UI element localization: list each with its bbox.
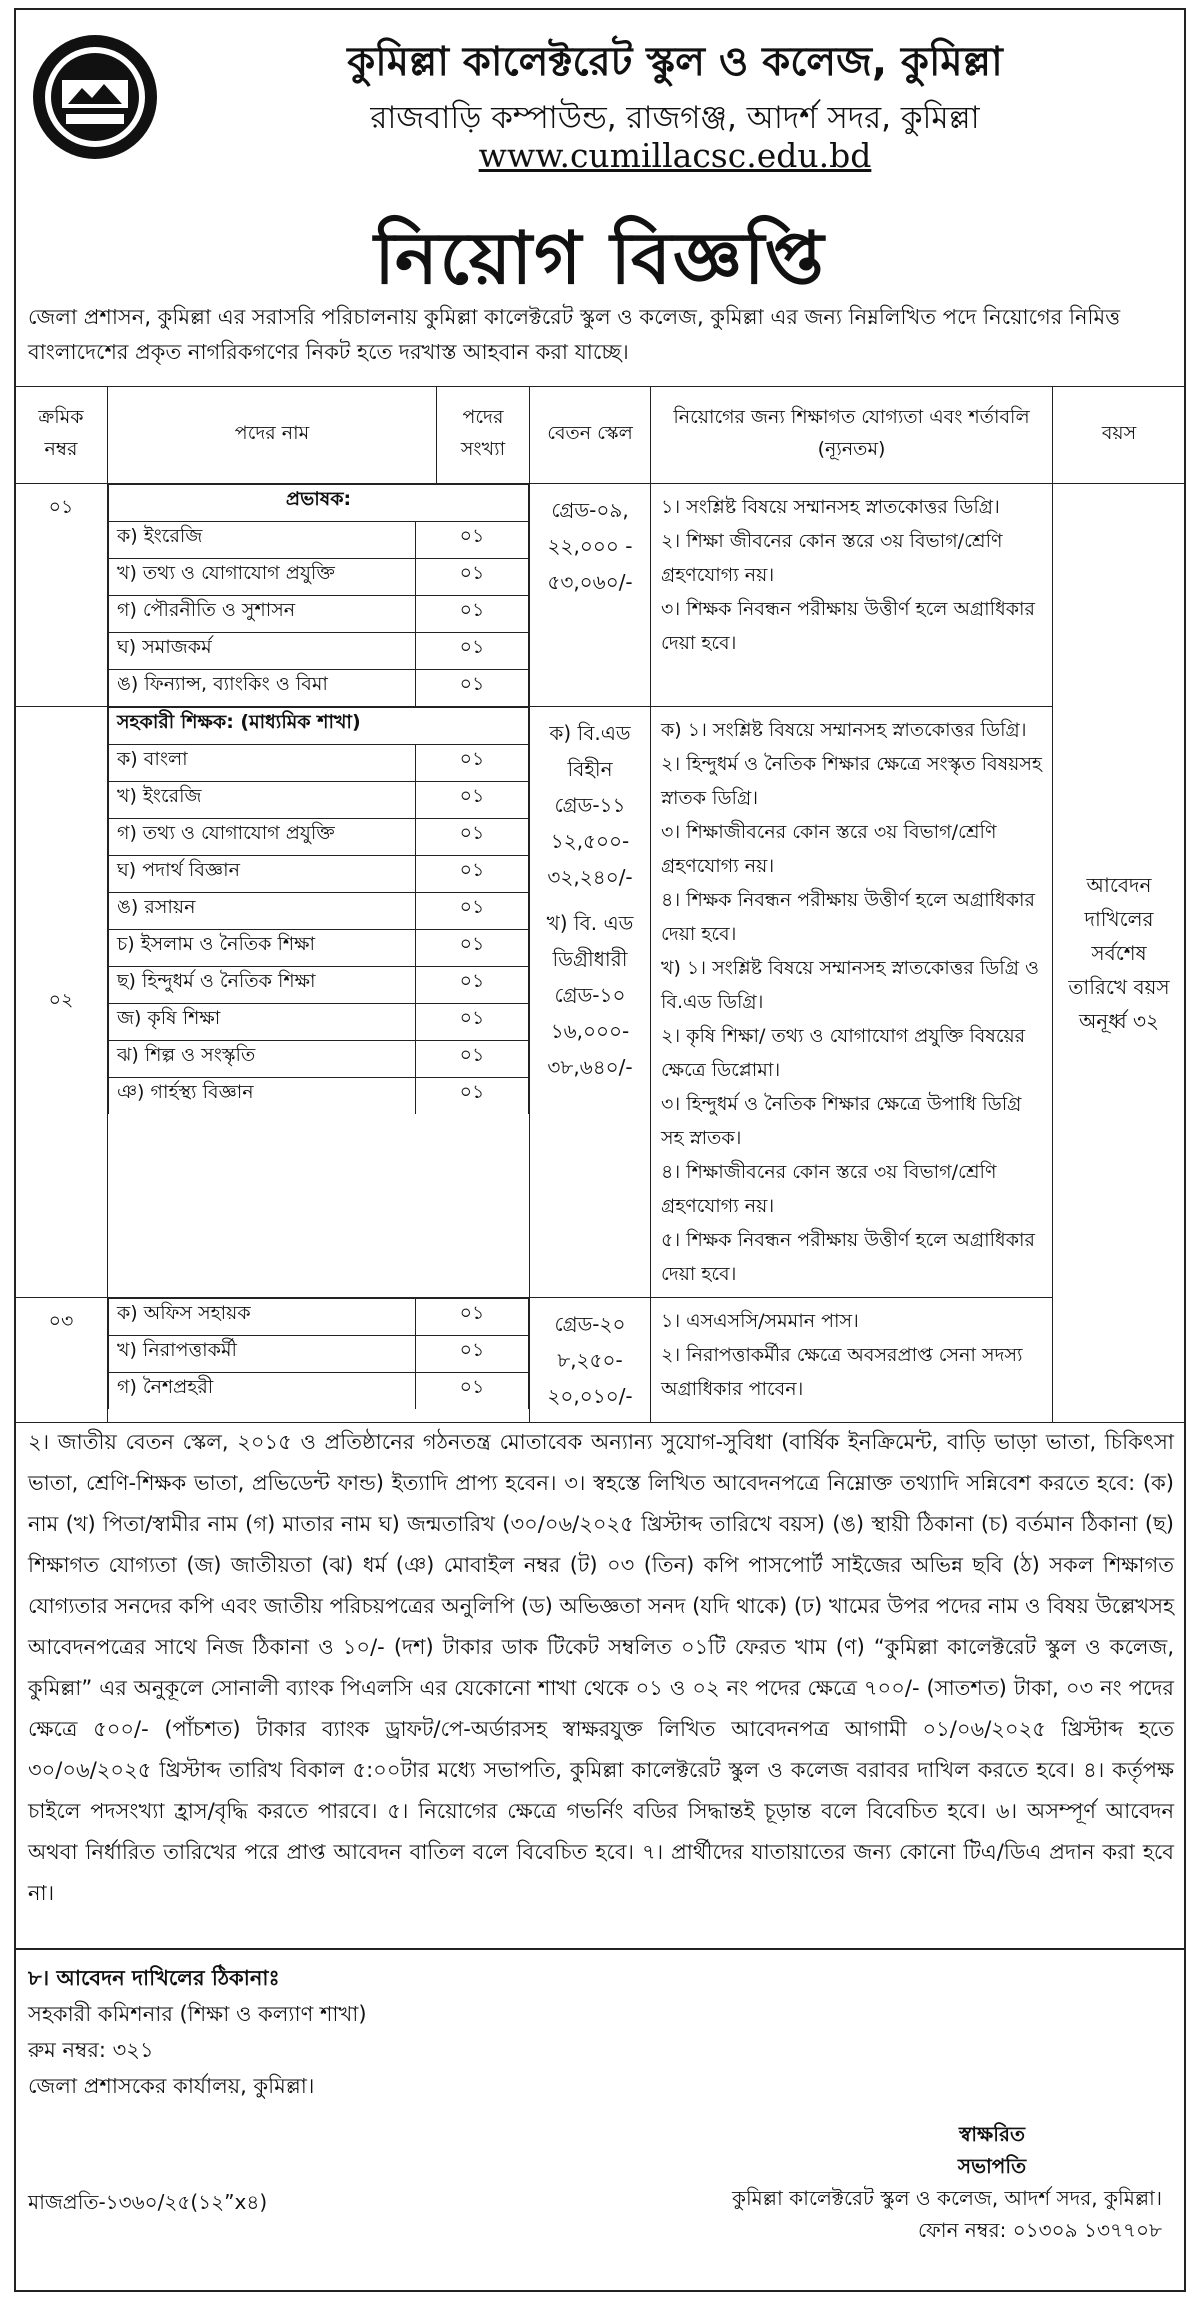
post-name: ঝ) শিল্প ও সংস্কৃতি — [109, 1041, 416, 1078]
post-name: ঙ) রসায়ন — [109, 893, 416, 930]
post-row — [109, 856, 529, 893]
post-list-cell — [108, 484, 530, 707]
post-row — [109, 1336, 529, 1373]
post-row — [109, 1078, 529, 1115]
application-line: সহকারী কমিশনার (শিক্ষা ও কল্যাণ শাখা) — [28, 2002, 367, 2026]
qualification-item: ৫। শিক্ষক নিবন্ধন পরীক্ষায় উত্তীর্ণ হলে অগ্রাধিকার দেয়া হবে। — [661, 1229, 1035, 1285]
qualification-item: ২। শিক্ষা জীবনের কোন স্তরে ৩য় বিভাগ/শ্রেণি গ্রহণযোগ্য নয়। — [661, 530, 1003, 586]
post-row — [109, 670, 529, 707]
pay-scale-line: বিহীন — [567, 757, 613, 781]
pay-scale-line: গ্রেড-১০ — [554, 983, 626, 1007]
qualification-cell — [651, 1298, 1053, 1423]
table-row — [15, 707, 1186, 1298]
post-group-title: সহকারী শিক্ষক: (মাধ্যমিক শাখা) — [109, 708, 529, 745]
post-name: ক) ইংরেজি — [109, 522, 416, 559]
serial-number: ০৩ — [48, 1310, 74, 1332]
post-count: ০১ — [416, 856, 529, 893]
post-count: ০১ — [416, 559, 529, 596]
serial-cell — [15, 707, 108, 1298]
pay-scale-line: ২২,০০০ - — [547, 534, 633, 558]
qualification-item: ২। নিরাপত্তাকর্মীর ক্ষেত্রে অবসরপ্রাপ্ত সেনা সদস্য অগ্রাধিকার পাবেন। — [661, 1344, 1023, 1400]
qualification-item: ১। সংশ্লিষ্ট বিষয়ে সম্মানসহ স্নাতকোত্তর ডিগ্রি। — [661, 496, 1000, 518]
pay-scale-line — [534, 895, 646, 905]
post-count: ০১ — [416, 930, 529, 967]
qualification-cell — [651, 707, 1053, 1298]
application-heading: ৮। আবেদন দাখিলের ঠিকানাঃ — [28, 1966, 280, 1990]
post-name: ক) বাংলা — [109, 745, 416, 782]
post-list — [108, 484, 529, 706]
signature-institution: কুমিল্লা কালেক্টরেট স্কুল ও কলেজ, আদর্শ সদর, কুমিল্লা। — [731, 2186, 1162, 2210]
post-name: গ) তথ্য ও যোগাযোগ প্রযুক্তি — [109, 819, 416, 856]
post-row — [109, 559, 529, 596]
post-count: ০১ — [416, 782, 529, 819]
post-count: ০১ — [416, 1004, 529, 1041]
post-name: গ) পৌরনীতি ও সুশাসন — [109, 596, 416, 633]
post-row — [109, 633, 529, 670]
qualification-item: ২। কৃষি শিক্ষা/ তথ্য ও যোগাযোগ প্রযুক্তি বিষয়ের ক্ষেত্রে ডিপ্লোমা। — [661, 1025, 1026, 1081]
post-group-row — [109, 708, 529, 745]
notice-page — [14, 8, 1186, 2292]
post-name: ছ) হিন্দুধর্ম ও নৈতিক শিক্ষা — [109, 967, 416, 1004]
age-limit-cell: আবেদন দাখিলের সর্বশেষ তারিখে বয়স অনূর্ধ্ব ৩২ — [1053, 484, 1186, 1423]
post-count: ০১ — [416, 893, 529, 930]
pay-scale-line: ৩৮,৬৪০/- — [547, 1055, 633, 1079]
post-row — [109, 596, 529, 633]
pay-scale-line: খ) বি. এড — [546, 911, 634, 935]
post-count: ০১ — [416, 670, 529, 707]
memo-number: মাজপ্রতি-১৩৬০/২৫(১২”x৪) — [28, 2190, 268, 2214]
post-list-cell — [108, 707, 530, 1298]
header-qualification: নিয়োগের জন্য শিক্ষাগত যোগ্যতা এবং শর্তাবলি (ন্যূনতম) — [651, 387, 1053, 484]
post-count: ০১ — [416, 633, 529, 670]
post-row — [109, 1004, 529, 1041]
qualification-item: ৩। শিক্ষক নিবন্ধন পরীক্ষায় উত্তীর্ণ হলে অগ্রাধিকার দেয়া হবে। — [661, 598, 1035, 654]
qualification-item: ১। এসএসসি/সমমান পাস। — [661, 1310, 859, 1332]
pay-scale-line: গ্রেড-০৯, — [551, 498, 629, 522]
post-list — [108, 707, 529, 1114]
post-row — [109, 782, 529, 819]
signature-phone: ফোন নম্বর: ০১৩০৯ ১৩৭৭০৮ — [918, 2218, 1162, 2242]
qualification-item: ক) ১। সংশ্লিষ্ট বিষয়ে সম্মানসহ স্নাতকোত্তর ডিগ্রি। — [661, 719, 1027, 741]
post-count: ০১ — [416, 1373, 529, 1410]
post-name: খ) নিরাপত্তাকর্মী — [109, 1336, 416, 1373]
post-row — [109, 1299, 529, 1336]
application-line: রুম নম্বর: ৩২১ — [28, 2038, 154, 2062]
header — [16, 10, 1184, 210]
post-count: ০১ — [416, 819, 529, 856]
pay-scale-line: গ্রেড-১১ — [554, 793, 626, 817]
notice-title: নিয়োগ বিজ্ঞপ্তি — [374, 216, 826, 300]
post-name: ঘ) পদার্থ বিজ্ঞান — [109, 856, 416, 893]
qualification-cell — [651, 484, 1053, 707]
table-row — [15, 1298, 1186, 1423]
pay-scale-line: ১৬,০০০- — [550, 1019, 630, 1043]
post-list-cell — [108, 1298, 530, 1423]
post-name: খ) তথ্য ও যোগাযোগ প্রযুক্তি — [109, 559, 416, 596]
post-group-row — [109, 485, 529, 522]
pay-scale-line: ডিগ্রীধারী — [552, 947, 628, 971]
qualification-item: ২। হিন্দুধর্ম ও নৈতিক শিক্ষার ক্ষেত্রে সংস্কৃত বিষয়সহ স্নাতক ডিগ্রি। — [661, 753, 1042, 809]
school-address: রাজবাড়ি কম্পাউন্ড, রাজগঞ্জ, আদর্শ সদর, কুমিল্লা — [370, 100, 980, 136]
signature-block — [522, 2118, 1162, 2246]
school-website-link[interactable]: www.cumillacsc.edu.bd — [478, 136, 872, 175]
serial-number: ০১ — [48, 496, 74, 518]
pay-scale-line: ৮,২৫০- — [557, 1348, 623, 1372]
qualification-item: ৩। শিক্ষাজীবনের কোন স্তরে ৩য় বিভাগ/শ্রেণি গ্রহণযোগ্য নয়। — [661, 821, 997, 877]
pay-scale-line: ক) বি.এড — [549, 721, 631, 745]
pay-scale-line: ২০,০১০/- — [547, 1384, 633, 1408]
post-count: ০১ — [416, 1299, 529, 1336]
header-age: বয়স — [1053, 387, 1186, 484]
post-row — [109, 522, 529, 559]
application-line: জেলা প্রশাসকের কার্যালয়, কুমিল্লা। — [28, 2074, 315, 2098]
header-post-name: পদের নাম — [108, 387, 437, 484]
table-header-row — [15, 387, 1186, 484]
qualification-item: ৪। শিক্ষাজীবনের কোন স্তরে ৩য় বিভাগ/শ্রেণি গ্রহণযোগ্য নয়। — [661, 1161, 997, 1217]
post-row — [109, 930, 529, 967]
pay-scale-line: ১২,৫০০- — [550, 829, 630, 853]
post-row — [109, 745, 529, 782]
post-name: গ) নৈশপ্রহরী — [109, 1373, 416, 1410]
post-name: ঘ) সমাজকর্ম — [109, 633, 416, 670]
serial-number: ০২ — [48, 989, 74, 1011]
post-count: ০১ — [416, 967, 529, 1004]
post-count: ০১ — [416, 1041, 529, 1078]
intro-paragraph: জেলা প্রশাসন, কুমিল্লা এর সরাসরি পরিচালনায় কুমিল্লা কালেক্টরেট স্কুল ও কলেজ, কুমিল্লা এর জন্য নিম্নলিখিত পদে নিয়োগের নিমিত্ত বাংলাদেশের প্রকৃত নাগরিকগণের নিকট হতে দরখাস্ত আহবান করা যাচ্ছে। — [28, 305, 1121, 364]
post-name: খ) ইংরেজি — [109, 782, 416, 819]
pay-scale-cell — [530, 707, 651, 1298]
serial-cell — [15, 1298, 108, 1423]
post-row — [109, 967, 529, 1004]
qualification-item: খ) ১। সংশ্লিষ্ট বিষয়ে সম্মানসহ স্নাতকোত্তর ডিগ্রি ও বি.এড ডিগ্রি। — [661, 957, 1039, 1013]
divider — [16, 1948, 1184, 1950]
qualification-item: ৪। শিক্ষক নিবন্ধন পরীক্ষায় উত্তীর্ণ হলে অগ্রাধিকার দেয়া হবে। — [661, 889, 1035, 945]
signature-designation: সভাপতি — [957, 2154, 1027, 2178]
pay-scale-cell — [530, 1298, 651, 1423]
application-address — [28, 1960, 367, 2104]
school-logo-icon — [30, 32, 160, 162]
terms-paragraph: ২। জাতীয় বেতন স্কেল, ২০১৫ ও প্রতিষ্ঠানের গঠনতন্ত্র মোতাবেক অন্যান্য সুযোগ-সুবিধা (বার্ষিক ইনক্রিমেন্ট, বাড়ি ভাড়া ভাতা, চিকিৎসা ভাতা, শ্রেণি-শিক্ষক ভাতা, প্রভিডেন্ট ফান্ড) ইত্যাদি প্রাপ্য হবেন। ৩। স্বহস্তে লিখিত আবেদনপত্রে নিম্নোক্ত তথ্যাদি সন্নিবেশ করতে হবে: (ক) নাম (খ) পিতা/স্বামীর নাম (গ) মাতার নাম ঘ) জন্মতারিখ (৩০/০৬/২০২৫ খ্রিস্টাব্দ তারিখে বয়স) (ঙ) স্থায়ী ঠিকানা (চ) বর্তমান ঠিকানা (ছ) শিক্ষাগত যোগ্যতা (জ) জাতীয়তা (ঝ) ধর্ম (ঞ) মোবাইল নম্বর (ট) ০৩ (তিন) কপি পাসপোর্ট সাইজের অভিন্ন ছবি (ঠ) সকল শিক্ষাগত যোগ্যতার সনদের কপি এবং জাতীয় পরিচয়পত্রের অনুলিপি (ড) অভিজ্ঞতা সনদ (যদি থাকে) (ঢ) খামের উপর পদের নাম ও বিষয় উল্লেখসহ আবেদনপত্রের সাথে নিজ ঠিকানা ও ১০/- (দশ) টাকার ডাক টিকেট সম্বলিত ০১টি ফেরত খাম (ণ) “কুমিল্লা কালেক্টরেট স্কুল ও কলেজ, কুমিল্লা” এর অনুকূলে সোনালী ব্যাংক পিএলসি এর যেকোনো শাখা থেকে ০১ ও ০২ নং পদের ক্ষেত্রে ৭০০/- (সাতশত) টাকা, ০৩ নং পদের ক্ষেত্রে ৫০০/- (পাঁচশত) টাকার ব্যাংক ড্রাফট/পে-অর্ডারসহ স্বাক্ষরযুক্ত লিখিত আবেদনপত্র আগামী ০১/০৬/২০২৫ খ্রিস্টাব্দ হতে ৩০/০৬/২০২৫ খ্রিস্টাব্দ তারিখ বিকাল ৫:০০টার মধ্যে সভাপতি, কুমিল্লা কালেক্টরেট স্কুল ও কলেজ বরাবর দাখিল করতে হবে। ৪। কর্তৃপক্ষ চাইলে পদসংখ্যা হ্রাস/বৃদ্ধি করতে পারবে। ৫। নিয়োগের ক্ষেত্রে গভর্নিং বডির সিদ্ধান্তই চূড়ান্ত বলে বিবেচিত হবে। ৬। অসম্পূর্ণ আবেদন অথবা নির্ধারিত তারিখের পরে প্রাপ্ত আবেদন বাতিল বলে বিবেচিত হবে। ৭। প্রার্থীদের যাতায়াতের জন্য কোনো টিএ/ডিএ প্রদান করা হবে না। — [28, 1430, 1174, 1905]
vacancy-table — [14, 386, 1186, 1423]
pay-scale-line: গ্রেড-২০ — [554, 1312, 626, 1336]
post-name: ঞ) গার্হস্থ্য বিজ্ঞান — [109, 1078, 416, 1115]
header-pay-scale: বেতন স্কেল — [530, 387, 651, 484]
pay-scale-line: ৩২,২৪০/- — [547, 865, 633, 889]
post-count: ০১ — [416, 1336, 529, 1373]
post-row — [109, 893, 529, 930]
post-group-title: প্রভাষক: — [109, 485, 529, 522]
post-name: চ) ইসলাম ও নৈতিক শিক্ষা — [109, 930, 416, 967]
post-row — [109, 1041, 529, 1078]
qualification-item: ৩। হিন্দুধর্ম ও নৈতিক শিক্ষার ক্ষেত্রে উপাধি ডিগ্রি সহ স্নাতক। — [661, 1093, 1022, 1149]
post-count: ০১ — [416, 522, 529, 559]
post-row — [109, 819, 529, 856]
school-name: কুমিল্লা কালেক্টরেট স্কুল ও কলেজ, কুমিল্লা — [347, 39, 1003, 85]
table-row — [15, 484, 1186, 707]
post-list — [108, 1298, 529, 1409]
post-name: ক) অফিস সহায়ক — [109, 1299, 416, 1336]
signature-signed: স্বাক্ষরিত — [959, 2122, 1025, 2146]
header-post-count: পদের সংখ্যা — [437, 387, 530, 484]
post-row — [109, 1373, 529, 1410]
serial-cell — [15, 484, 108, 707]
header-serial: ক্রমিক নম্বর — [15, 387, 108, 484]
post-count: ০১ — [416, 596, 529, 633]
pay-scale-line: ৫৩,০৬০/- — [547, 570, 633, 594]
post-count: ০১ — [416, 745, 529, 782]
pay-scale-cell — [530, 484, 651, 707]
post-name: জ) কৃষি শিক্ষা — [109, 1004, 416, 1041]
post-name: ঙ) ফিন্যান্স, ব্যাংকিং ও বিমা — [109, 670, 416, 707]
post-count: ০১ — [416, 1078, 529, 1115]
